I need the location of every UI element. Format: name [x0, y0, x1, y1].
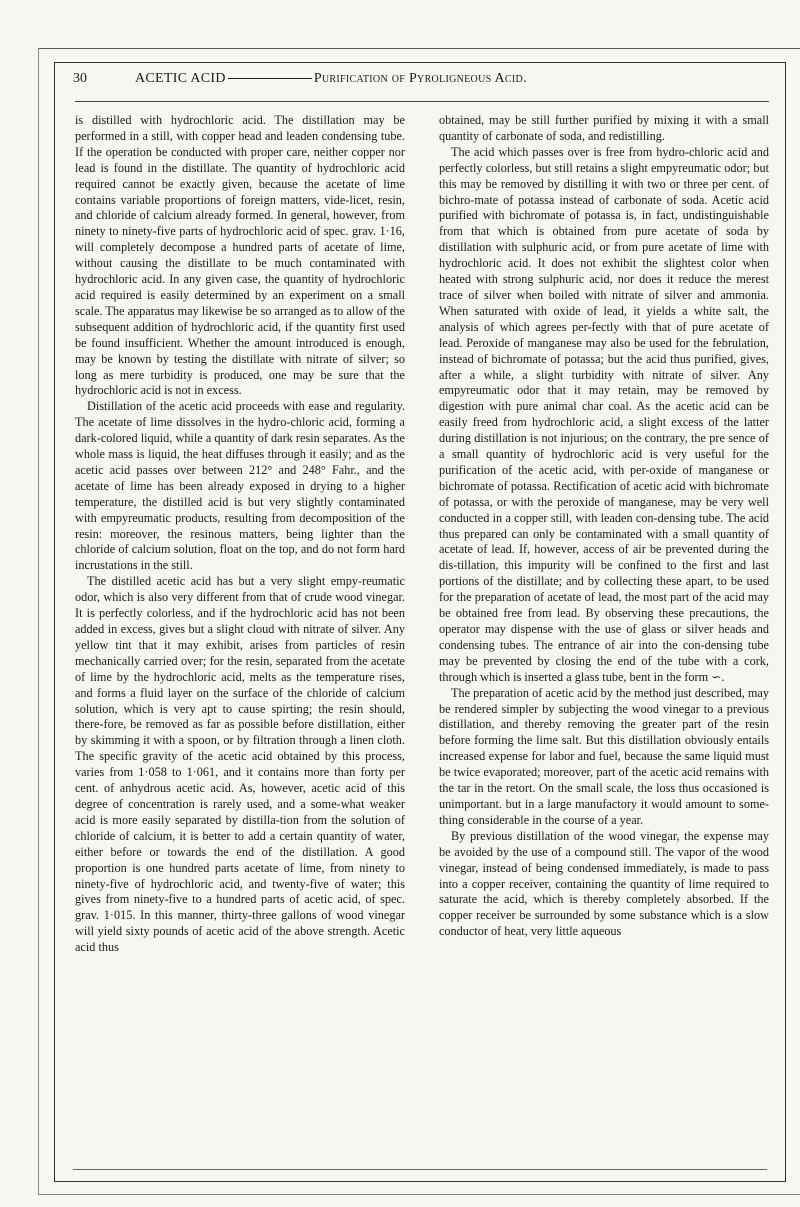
- footer-rule: [73, 1169, 767, 1170]
- header-dash: [228, 78, 312, 79]
- right-column: [439, 113, 769, 940]
- page-number: 30: [73, 71, 87, 86]
- left-column: [75, 113, 405, 956]
- header-rule: [75, 101, 769, 102]
- paragraph: Distillation of the acetic acid proceeds with ease and regularity. The acetate of lime dissolves in the hydro-chloric acid, forming a dark-colored liquid, while a quantity of dark resin separates. As the whole mass is liquid, the heat diffuses through it easily; and as the acetic acid passes over between 212° and 248° Fahr., and the acetate of lime has been already exposed in drying to a higher temperature, the distilled acid is but very slightly contaminated with empyreumatic products, resulting from decomposition of the resin: moreover, the resinous matters, being lighter than the chloride of calcium solution, float on the top, and do not form hard incrustations in the still.: [75, 399, 405, 573]
- section-title: Purification of Pyroligneous Acid.: [313, 71, 527, 86]
- paragraph: The distilled acetic acid has but a very slight empy-reumatic odor, which is also very different from that of crude wood vinegar. It is perfectly colorless, and if the hydrochloric acid has not been added in excess, gives but a slight cloud with nitrate of silver. Any yellow tint that it may exhibit, arises from particles of resin mechanically carried over; for the resin, separated from the acetate of lime by the hydrochloric acid, melts as the temperature rises, and forms a fluid layer on the surface of the chloride of calcium solution, which is very apt to cause spirting; the resin should, there-fore, be removed as far as possible before distillation, either by skimming it with a spoon, or by filtration through a linen cloth. The specific gravity of the acetic acid obtained by this process, varies from 1·058 to 1·061, and it contains more than forty per cent. of anhydrous acetic acid. As, however, acetic acid of this degree of concentration is rarely used, and a some-what weaker acid is more easily separated by distilla-tion from the solution of chloride of calcium, it is better to add a certain quantity of water, either before or towards the end of the distillation. A good proportion is one hundred parts acetate of lime, from ninety to ninety-five of hydrochloric acid, and twenty-five of water; this gives from ninety-five to a hundred parts of acetic acid, of spec. grav. 1·015. In this manner, thirty-three gallons of wood vinegar will yield sixty pounds of acetic acid of the above strength. Acetic acid thus: [75, 574, 405, 955]
- book-page: [54, 62, 786, 1182]
- running-header: [73, 71, 769, 97]
- paragraph: By previous distillation of the wood vinegar, the expense may be avoided by the use of a compound still. The vapor of the wood vinegar, instead of being condensed immediately, is made to pass into a copper receiver, containing the quantity of lime required to saturate the acid, which is thereby completely absorbed. If the copper receiver be surrounded by some substance which is a slow conductor of heat, very little aqueous: [439, 828, 769, 939]
- paragraph: obtained, may be still further purified by mixing it with a small quantity of carbonate of soda, and redistilling.: [439, 113, 769, 143]
- running-title: [135, 71, 527, 87]
- paragraph: The preparation of acetic acid by the method just described, may be rendered simpler by subjecting the wood vinegar to a previous distillation, and thereby removing the greater part of the resin before forming the lime salt. But this distillation obviously entails increased expense for labor and fuel, because the same liquid must be twice evaporated; moreover, part of the acetic acid remains with the tar in the retort. On the small scale, the loss thus occasioned is unimportant. but in a large manufactory it would amount to some-thing considerable in the course of a year.: [439, 685, 769, 827]
- paragraph: The acid which passes over is free from hydro-chloric acid and perfectly colorless, but still retains a slight empyreumatic odor; but this may be removed by distilling it with two or three per cent. of bichro-mate of potassa instead of carbonate of soda. Acetic acid purified with bichromate of potassa is, in fact, undistinguishable from that which is obtained from pure acetate of soda by distillation with sulphuric acid, or from pure acetate of lime with hydrochloric acid. It does not exhibit the slightest color when heated with strong sulphuric acid, nor does it reduce the merest trace of silver when boiled with nitrate of silver and ammonia. When saturated with oxide of lead, it yields a white salt, the analysis of which agrees per-fectly with that of pure acetate of lead. Peroxide of manganese may also be used for the februlation, instead of bichromate of potassa; but the acid thus purified, gives, after a while, a slight turbidity with nitrate of silver. Any empyreumatic odor that it may retain, may be removed by digestion with pure animal char coal. As the acetic acid can be easily freed from hydrochloric acid, a slight excess of the latter during distillation is not injurious; on the contrary, the pre sence of a small quantity of hydrochloric acid is very useful for the purification of the acetic acid, with per-oxide of manganese or bichromate of potassa. Rectification of acetic acid with bichromate of potassa, or with the peroxide of manganese, may be very well conducted in a copper still, with leaden con-densing tube. The acid thus prepared can only be contaminated with a small quantity of acetate of lead. If, however, access of air be prevented during the dis-tillation, this impurity will be confined to the first and last portions of the distillate; and by collecting these apart, to be used for the preparation of acetate of lead, the most part of the acid may be obtained free from lead. By observing these precautions, the operator may dispense with the use of glass or silver heads and condensing tubes. The entrance of air into the con-densing tube may be prevented by closing the end of the tube with a cork, through which is inserted a glass tube, bent in the form ∽.: [439, 144, 769, 684]
- paragraph: is distilled with hydrochloric acid. The distillation may be performed in a still, with copper head and leaden condensing tube. If the operation be conducted with proper care, neither copper nor lead is found in the distillate. The quantity of hydrochloric acid required cannot be exactly given, because the acetate of lime contains variable proportions of foreign matters, vide-licet, resin, and chloride of calcium already formed. In general, however, from ninety to ninety-five parts of hydrochloric acid of spec. grav. 1·16, will completely decompose a hundred parts of acetate of lime, without causing the distillate to be much contaminated with hydrochloric acid. In any given case, the quantity of hydrochloric acid required is easily determined by an experiment on a small scale. The apparatus may likewise be so arranged as to allow of the subsequent addition of hydrochloric acid, if the quantity first used be found insufficient. Whether the amount introduced is enough, may be known by testing the distillate with nitrate of silver; so long as mere turbidity is produced, one may be sure that the hydrochloric acid is not in excess.: [75, 113, 405, 398]
- chapter-title: ACETIC ACID: [135, 71, 226, 86]
- scan-edge-left: [38, 48, 39, 1195]
- scan-edge-top: [38, 48, 800, 49]
- scan-edge-bottom: [38, 1194, 800, 1195]
